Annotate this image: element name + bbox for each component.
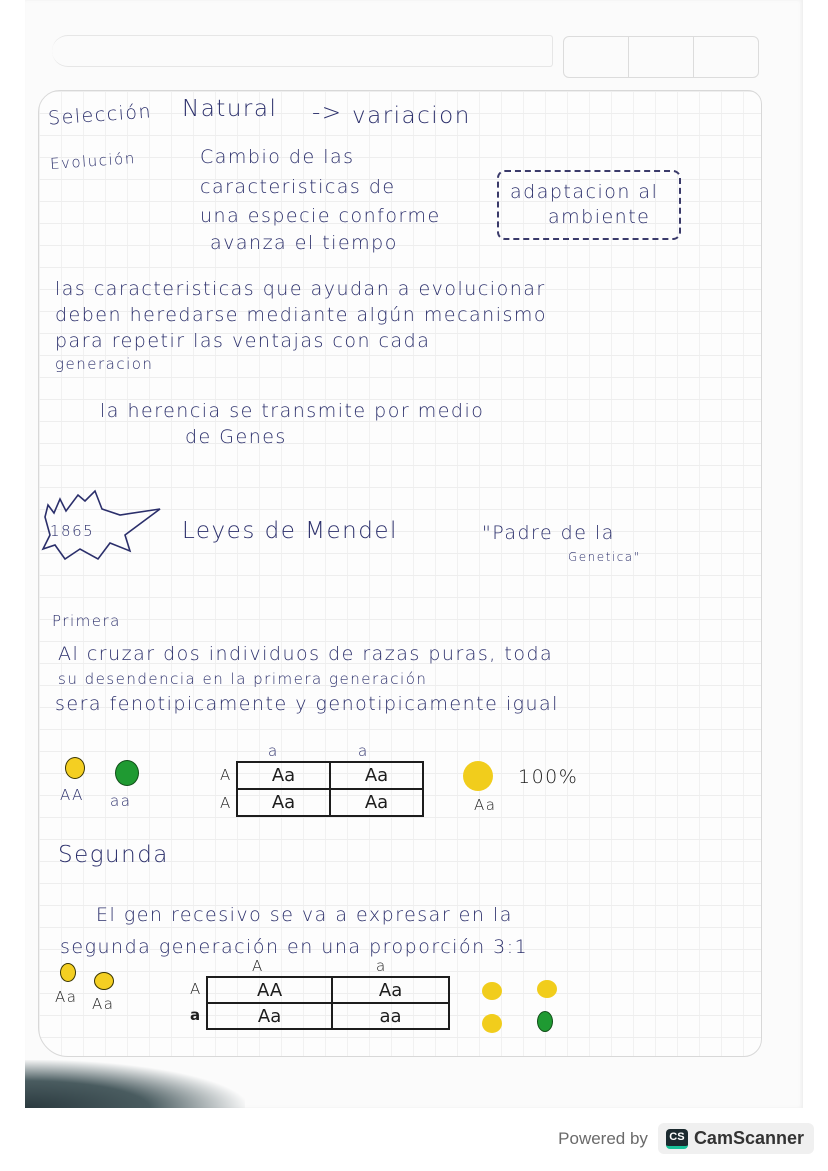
primera-line-3: sera fenotipicamente y genotipicamente igual [55,693,559,715]
punnett1-col-header-2: a [358,742,369,760]
camscanner-watermark [558,1123,814,1154]
punnett-square-1 [236,761,424,817]
evolucion-label: Evolución [49,149,137,173]
punnett1-col-header-1: a [268,742,279,760]
punnett1-row-header-2: A [220,794,232,812]
parent-1-genotype: AA [60,786,84,804]
f2-yellow-dot-2 [537,980,557,998]
punnett2-cell: Aa [207,1003,332,1029]
parent-green-dot [115,760,139,786]
f1-parent-2-genotype: Aa [92,995,115,1013]
evolucion-def-line-4: avanza el tiempo [210,232,398,254]
mendel-quote-line-1: "Padre de la [482,522,615,544]
segunda-heading: Segunda [58,842,169,868]
punnett2-col-header-2: a [376,957,387,975]
herencia-paragraph-line-1: las caracteristicas que ayudan a evolucionar [55,278,546,300]
notebook-header-band [52,35,553,67]
primera-line-1: Al cruzar dos individuos de razas puras, toda [58,643,554,665]
camscanner-logo-icon: CS [666,1129,688,1149]
herencia-note-line-2: de Genes [185,426,287,448]
f1-parent-1-genotype: Aa [55,988,78,1006]
seleccion-label: Selección [47,100,153,130]
herencia-paragraph-line-2: deben heredarse mediante algún mecanismo [55,304,548,326]
watermark-prefix: Powered by [558,1128,648,1148]
adaptacion-note-line-2: ambiente [548,206,651,228]
punnett2-col-header-1: A [252,957,264,975]
arrow-symbol: -> [312,100,343,126]
punnett1-cell: Aa [237,762,330,789]
natural-title: Natural [182,96,278,122]
punnett1-cell: Aa [330,789,423,816]
parent-2-genotype: aa [110,792,132,810]
f2-green-dot [537,1011,553,1032]
f2-yellow-dot-3 [482,1014,502,1033]
camscanner-badge [658,1123,814,1154]
result-yellow-dot [463,761,493,791]
scan-shadow [25,1060,245,1108]
punnett2-cell: AA [207,977,332,1003]
punnett1-cell: Aa [330,762,423,789]
primera-line-2: su desendencia en la primera generación [58,670,428,688]
herencia-note-line-1: la herencia se transmite por medio [100,400,485,422]
punnett2-cell: aa [332,1003,449,1029]
punnett2-row-header-1: A [190,980,202,998]
primera-heading: Primera [52,612,121,630]
punnett1-cell: Aa [237,789,330,816]
evolucion-def-line-2: caracteristicas de [200,176,396,198]
punnett2-row-header-2: a [190,1006,202,1024]
evolucion-def-line-3: una especie conforme [200,205,441,227]
segunda-line-2: segunda generación en una proporción 3:1 [60,936,529,958]
punnett2-cell: Aa [332,977,449,1003]
mendel-quote-line-2: Genetica" [568,550,641,564]
herencia-paragraph-line-4: generacion [55,355,154,373]
punnett-square-2 [206,976,450,1030]
parent-yellow-dot [65,757,85,779]
f1-parent-yellow-dot-2 [94,972,114,990]
f1-parent-yellow-dot-1 [60,963,76,982]
mendel-title: Leyes de Mendel [182,518,398,544]
adaptacion-note-line-1: adaptacion al [510,181,659,203]
mendel-year: 1865 [50,522,95,540]
result-genotype: Aa [474,796,497,814]
segunda-line-1: El gen recesivo se va a expresar en la [96,904,513,926]
variacion-text: variacion [352,103,471,129]
f2-yellow-dot-1 [482,982,502,1000]
punnett1-row-header-1: A [220,766,232,784]
date-boxes [563,36,759,78]
herencia-paragraph-line-3: para repetir las ventajas con cada [55,330,431,352]
evolucion-def-line-1: Cambio de las [200,146,355,168]
result-percent: 100% [518,766,579,788]
watermark-brand: CamScanner [693,1128,804,1148]
